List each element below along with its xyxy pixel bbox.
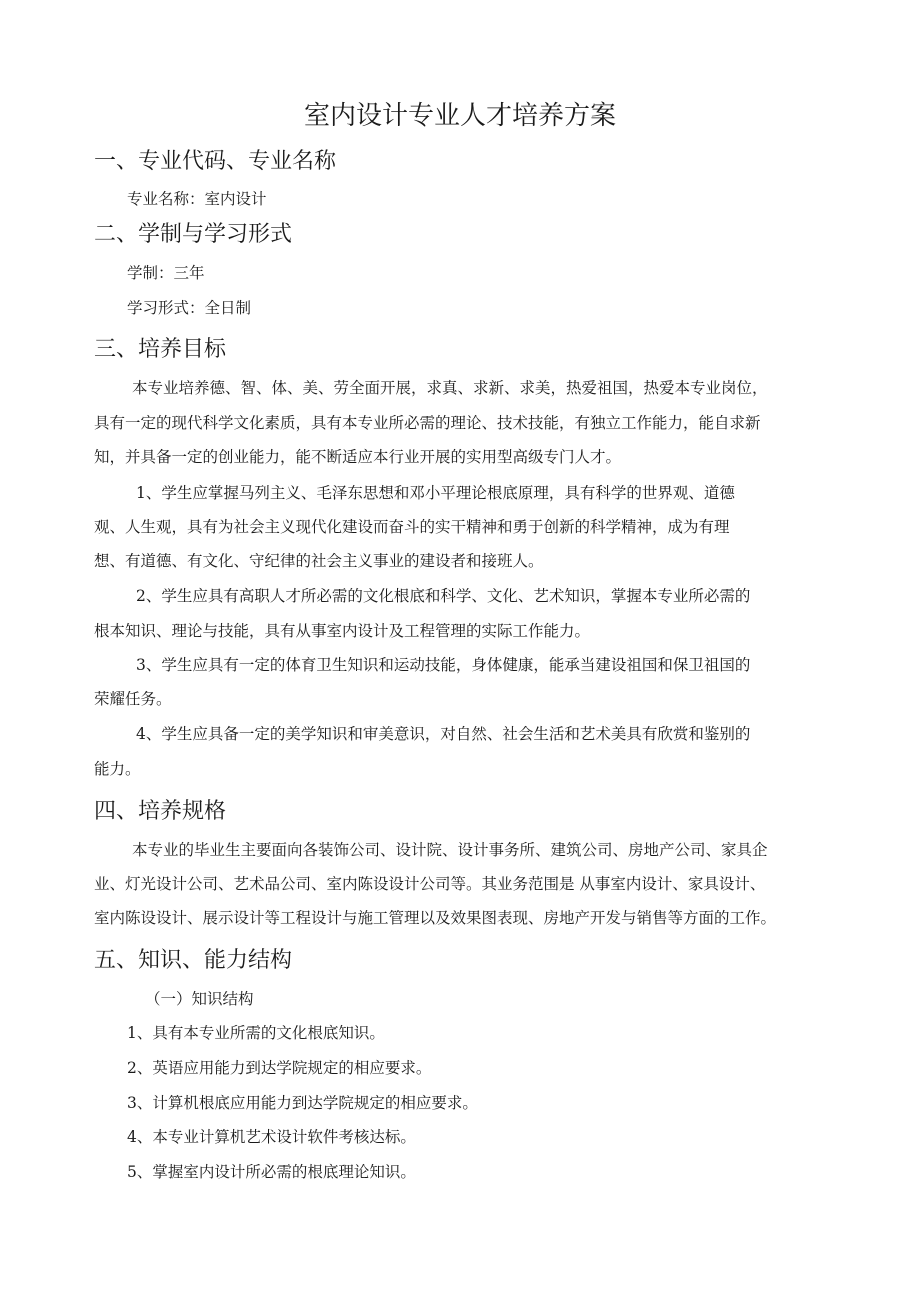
section-heading-4: 四、培养规格 bbox=[94, 799, 227, 824]
objective-intro-line: 具有一定的现代科学文化素质，具有本专业所必需的理论、技术技能，有独立工作能力，能自求新 bbox=[94, 414, 761, 432]
specification-line: 室内陈设设计、展示设计等工程设计与施工管理以及效果图表现、房地产开发与销售等方面的工作。 bbox=[94, 909, 777, 927]
knowledge-item: 1、具有本专业所需的文化根底知识。 bbox=[127, 1024, 385, 1042]
knowledge-item: 4、本专业计算机艺术设计软件考核达标。 bbox=[127, 1128, 416, 1146]
major-name-line: 专业名称：室内设计 bbox=[127, 190, 267, 208]
objective-item-4-line: 能力。 bbox=[94, 760, 141, 778]
section-heading-3: 三、培养目标 bbox=[94, 337, 227, 362]
section-heading-1: 一、专业代码、专业名称 bbox=[94, 149, 337, 174]
knowledge-item: 5、掌握室内设计所必需的根底理论知识。 bbox=[127, 1163, 416, 1181]
knowledge-item: 2、英语应用能力到达学院规定的相应要求。 bbox=[127, 1059, 432, 1077]
objective-item-1-line: 观、人生观，具有为社会主义现代化建设而奋斗的实干精神和勇于创新的科学精神，成为有理 bbox=[94, 518, 730, 536]
specification-line: 本专业的毕业生主要面向各装饰公司、设计院、设计事务所、建筑公司、房地产公司、家具企 bbox=[132, 841, 768, 859]
objective-intro-line: 本专业培养德、智、体、美、劳全面开展，求真、求新、求美，热爱祖国，热爱本专业岗位， bbox=[132, 379, 768, 397]
objective-item-1-line: 想、有道德、有文化、守纪律的社会主义事业的建设者和接班人。 bbox=[94, 552, 544, 570]
duration-line: 学制：三年 bbox=[127, 264, 205, 282]
knowledge-item: 3、计算机根底应用能力到达学院规定的相应要求。 bbox=[127, 1094, 478, 1112]
objective-item-3-line: 荣耀任务。 bbox=[94, 690, 172, 708]
objective-item-1-line: 1、学生应掌握马列主义、毛泽东思想和邓小平理论根底原理，具有科学的世界观、道德 bbox=[136, 484, 735, 502]
objective-item-2-line: 2、学生应具有高职人才所必需的文化根底和科学、文化、艺术知识，掌握本专业所必需的 bbox=[136, 587, 751, 605]
objective-item-4-line: 4、学生应具备一定的美学知识和审美意识，对自然、社会生活和艺术美具有欣赏和鉴别的 bbox=[136, 725, 751, 743]
study-form-line: 学习形式：全日制 bbox=[127, 299, 252, 317]
section-heading-2: 二、学制与学习形式 bbox=[94, 222, 293, 247]
document-title: 室内设计专业人才培养方案 bbox=[303, 101, 616, 131]
objective-item-3-line: 3、学生应具有一定的体育卫生知识和运动技能，身体健康，能承当建设祖国和保卫祖国的 bbox=[136, 656, 751, 674]
specification-line: 业、灯光设计公司、艺术品公司、室内陈设设计公司等。其业务范围是 从事室内设计、家具设计、 bbox=[94, 875, 766, 893]
objective-item-2-line: 根本知识、理论与技能，具有从事室内设计及工程管理的实际工作能力。 bbox=[94, 622, 591, 640]
section-heading-5: 五、知识、能力结构 bbox=[94, 948, 293, 973]
knowledge-structure-subheading: （一）知识结构 bbox=[145, 990, 254, 1008]
objective-intro-line: 知，并具备一定的创业能力，能不断适应本行业开展的实用型高级专门人才。 bbox=[94, 448, 622, 466]
